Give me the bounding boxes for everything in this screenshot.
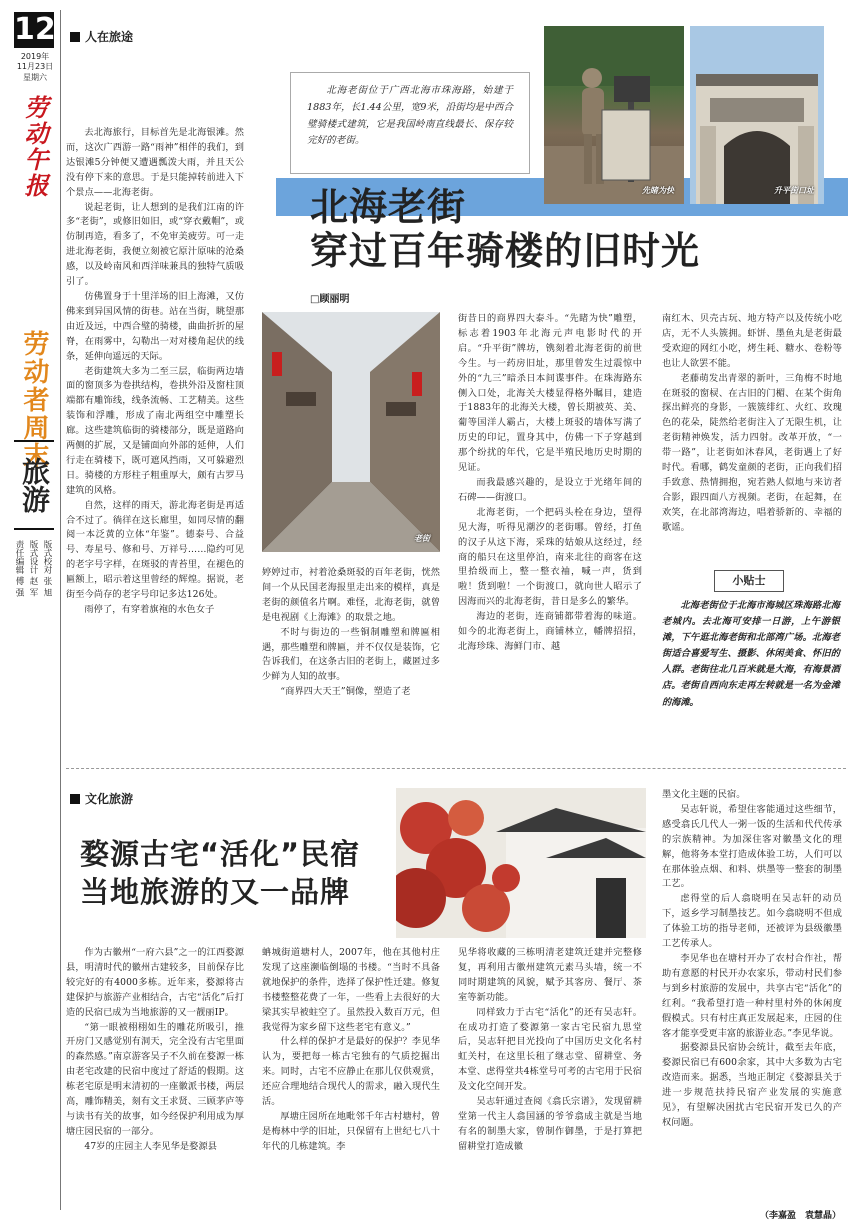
paragraph: 蚺城街道塘村人，2007年，他在其他村庄发现了这座濒临倒塌的书楼。“当时不具备就地保护的条件，选择了保护性迁建。修复书楼整整花费了一年，一些看上去很好的大梁其实早被蛀空了。虽然投入数百万元，但我觉得为家乡留下这些老宅有意义。” [262,947,440,1033]
arch-photo [690,26,824,204]
paragraph: 见华将收藏的三栋明清老建筑迁建并完整修复，再利用古徽州建筑元素马头墙，统一不同时期建筑的风貌，赋予其客房、餐厅、茶室等新功能。 [458,947,642,1003]
byline: □顾丽明 [310,294,350,305]
article-column-1 [66,946,244,1206]
byline: （李嘉盈 袁慧晶） [760,1211,842,1221]
statue-photo [544,26,684,204]
issue-day: 11月23日 [16,62,54,72]
square-bullet-icon [70,32,80,42]
paragraph: 厚塘庄园所在地毗邻千年古村塘村，曾是梅林中学的旧址，只保留有上世纪七八十年代的几栋建筑。李 [262,1110,440,1152]
statue-illustration [544,26,684,204]
street-illustration [262,312,440,552]
photo-caption: 老街 [414,533,430,543]
summary-box: 北海老街位于广西北海市珠海路，始建于1883年，长1.44公里，宽9米，沿街均是中西合璧骑楼式建筑，它是我国岭南直线最长、保存较完好的老街。 [290,72,530,174]
section-label-culture [70,790,133,807]
article-column-4 [662,312,842,566]
credit-proofreader: 版式校对 张 旭 [42,540,52,597]
paragraph: “第一眼被栩栩如生的雕花所吸引，推开房门又感觉别有洞天，完全没有古宅里面的森然感。”南京游客吴子不久前在婺源一栋由老宅改建的民宿中度过了舒适的假期。这栋老宅原是明末清初的一座徽派书楼，两层高，雕饰精美，刻有文王求贤、三顾茅庐等与读书有关的故事，如今经保护利用成为厚塘庄园民宿的一部分。 [66,1021,244,1137]
headline-line: 婺源古宅“活化”民宿 [80,837,361,871]
article-column-2 [262,946,440,1206]
secondary-headline [80,836,410,911]
paragraph: 同样致力于古宅“活化”的还有吴志轩。在成功打造了婺源第一家古宅民宿九思堂后，吴志轩把目光投向了中国历史文化名村虹关村，在这里长租了继志堂、留耕堂、务本堂、虑得堂共4栋堂号可考的古宅用于民宿及文化空间开发。 [458,1006,642,1093]
paragraph: 仿佛置身于十里洋场的旧上海滩，又仿佛来到异国风情的街巷。站在当街，眺望那由近及远，中西合璧的骑楼，曲曲折折的屋脊，在雨雾中，勾勒出一对对楼角起伏的线条，延伸向遥远的天际。 [66,290,244,362]
paragraph: 去北海旅行，目标首先是北海银滩。然而，这次广西游一路“雨神”相伴的我们，到达银滩5分钟便又遭遇瓢泼大雨，并且天公没有停下来的意思。于是只能掉转前进入下个景点——北海老街。 [66,127,244,198]
headline-line: 当地旅游的又一品牌 [80,874,351,909]
paragraph: 虑得堂的后人翕晓明在吴志轩的动员下，返乡学习制墨技艺。如今翕晓明不但成了体验工坊的指导老师，还被评为县级徽墨工艺传承人。 [662,893,842,950]
issue-weekday: 星期六 [23,72,47,82]
paragraph: 海边的老街，连商铺都带着海的味道。如今的北海老街上，商铺林立，幡牌招招，北海珍珠、海鲜门市、越 [458,611,642,652]
paragraph: 吴志轩通过查阅《翕氏宗谱》，发现留耕堂第一代主人翕国涵的爷爷翕成主就是当地有名的制墨大家，曾制作御墨，于是打算把留耕堂打造成徽 [458,1096,642,1152]
left-rule [60,10,61,1210]
ancient-house-photo [396,788,646,938]
house-illustration [396,788,646,938]
paragraph: 吴志轩说，希望住客能通过这些细节，感受翕氏几代人一粥一饭的生活和代代传承的宗族精神。为加深住客对徽墨文化的理解，他将务本堂打造成体验工坊，人们可以在那体验点烟、和料、烘墨等一整套的制墨工艺。 [662,803,842,890]
paragraph: 雨停了，有穿着旗袍的水色女子 [84,604,215,615]
paragraph: 婷婷过市，衬着沧桑斑驳的百年老街，恍然间一个从民国老海报里走出来的模样，真是老街的颜值名片啊。难怪，北海老街，就曾是电视剧《上海滩》的取景之地。 [262,567,440,623]
tips-body: 北海老街位于北海市海城区珠海路北海老城内。去北海可安排一日游，上午游银滩，下午逛北海老街和北部湾广场。北海老街适合喜爱写生、摄影、休闲美食、怀旧的人群。老街往北几百米就是大海，有海景酒店。老街自西向东走再左转就是一名为金滩的海滩。 [662,600,840,708]
photo-caption: 先睹为快 [642,185,674,195]
paragraph: 什么样的保护才是最好的保护？李见华认为，要把每一栋古宅独有的气质挖掘出来。同时，古宅不应静止在那儿仅供观赏，还应合理地结合现代人的需求，融入现代生活。 [262,1036,440,1108]
issue-date [12,52,58,83]
article-column-4 [662,788,842,1206]
paragraph: 李见华也在塘村开办了农村合作社，帮助有意愿的村民开办农家乐，带动村民们参与到乡村旅游的发展中，共享古宅“活化”的红利。“我希望打造一种村里村外的休闲度假模式。只有村庄真正发展起来，庄园的住客才能享受更丰富的旅游业态。”李见华说。 [662,952,842,1039]
paragraph: 墨文化主题的民宿。 [662,789,746,800]
paragraph: 而我最感兴趣的，是设立于光绪年间的石碑——街渡口。 [458,476,642,503]
page-number: 12 [14,12,56,47]
story-divider [66,768,846,769]
credit-designer: 版式设计 赵 军 [28,540,38,597]
main-headline [310,186,750,273]
article-column-3 [458,946,642,1206]
paragraph: 南红木、贝壳古玩、地方特产以及传统小吃店，无不人头簇拥。虾饼、墨鱼丸是老街最受欢迎的网红小吃，烤生耗、糖水、卷粉等也让人欲罢不能。 [662,313,842,369]
paragraph: 据婺源县民宿协会统计，截至去年底，婺源民宿已有600余家，其中大多数为古宅改造而来。据悉，当地正制定《婺源县关于进一步规范扶持民宿产业发展的实施意见》，有望解决困扰古宅民宿开发已久的产权问题。 [662,1042,842,1128]
weekly-title: 劳动者周末 [19,330,49,470]
paragraph: “商界四大天王”铜像，塑造了老 [280,686,411,698]
headline-line: 穿过百年骑楼的旧时光 [310,228,701,273]
article-column-3 [458,312,642,762]
paragraph: 说起老街，让人想到的是我们江南的许多“老街”，或修旧如旧，或“穿衣戴帽”，或仿制再造，看多了，不免审美疲劳。可一走进北海老街，我便立刻被它原汁原味的沧桑感，以及岭南风和西洋味兼具的独特气质吸引了。 [66,201,244,288]
paragraph: 47岁的庄园主人李见华是婺源县 [84,1140,218,1152]
headline-line: 北海老街 [310,185,467,229]
street-photo [262,312,440,552]
issue-year: 2019年 [20,52,50,61]
paragraph: 老街建筑大多为二至三层，临街两边墙面的窗顶多为卷拱结构，卷拱外沿及窗柱顶端都有雕饰线，线条流畅、工艺精美。这些装饰和浮雕，形成了南北两组空中雕塑长廊。这些建筑临街的骑楼部分，既是道路向两侧的扩展，又是铺面向外部的延伸，人们行走在骑楼下，既可遮风挡雨，又可躲避烈日。骑楼的方形柱子粗重厚大，颇有古罗马建筑的风格。 [66,365,244,496]
section-label-text: 文化旅游 [85,792,134,806]
tips-title: 小贴士 [714,570,784,592]
section-label-travel [70,28,133,45]
paragraph: 自然，这样的雨天，游北海老街是再适合不过了。徜徉在这长廊里，如同尽情的翻阅一本泛黄的立体“年鉴”。德泰号、合益号、寿星号、修和号、万祥号……隐约可见的老字号字样，在斑驳的青苔里，在褪色的匾额上，昭示着这里曾经的辉煌。据说，老街至今尚存的老字号印记多达126处。 [66,499,244,601]
article-column-2 [262,566,440,762]
credit-editor: 责任编辑 傅 强 [14,540,24,597]
paragraph: 老藤萌发出青翠的新叶，三角梅不时地在斑驳的窗棂、在古旧的门楣、在某个街角探出鲜亮的身影，一簇簇绯红、火红、玫瑰色的花朵，陡然给老街注入了无限生机，让老街精神焕发，活力四射。改革开放，“一带一路”，让老街如沐春风，老街遇上了好时代。看哪，鹤发童颜的老街，正向我们招手致意、热情拥抱，宛若熟人似地与来访者合影，跟四面八方视频。老街，在起舞，在欢笑，在北部湾海边，唱着骄新的、幸福的歌谣。 [662,372,842,533]
newspaper-masthead: 劳动午报 [20,95,49,199]
paragraph: 北海老街，一个把码头栓在身边，望得见大海，听得见潮汐的老街哪。曾经，打鱼的汉子从这下海，采珠的姑娘从这经过，经商的船只在这里停泊，南来北往的商客在这里拾级而上，整一整衣袖，喊一声，货到啦！货到啦！一个街渡口，就向世人昭示了因海而兴的北海老街，昔日是多么的繁华。 [458,506,642,608]
photo-caption: 升平街口址 [774,185,814,195]
paragraph: 作为古徽州“一府六县”之一的江西婺源县，明清时代的徽州古建较多，目前保存比较完好的有4000多栋。近年来，婺源将古建保护与旅游产业相结合，古宅“活化”后打造的民宿已成为当地旅游的又一靓丽IP。 [66,947,244,1018]
square-bullet-icon [70,794,80,804]
paragraph: 不时与街边的一些铜制雕塑和牌匾相遇，那些雕塑和牌匾，并不仅仅是装饰，它告诉我们，在这条古旧的老街上，藏匿过多少鲜为人知的故事。 [262,626,440,683]
paragraph: 街昔日的商界四大泰斗。“先睹为快”雕塑，标志着1903年北海元声电影时代的开启。“升平街”牌坊，镌刻着北海老街的前世今生。与一药房旧址，那里曾发生过震惊中外的“九三”暗杀日本间谍事件。在珠海路东侧入口处，北海关大楼显得格外瞩目，建造于1883年的北海关大楼，曾长期被英、美、葡等国洋人霸占，大楼上斑驳的墙体写满了历史的印记，置身其中，仿佛一下子穿越到那个纷扰的年代，它是半殖民地历史时期的见证。 [458,313,642,474]
section-label-text: 人在旅途 [85,30,134,44]
arch-illustration [690,26,824,204]
article-column-1 [66,126,244,762]
section-title: 旅游 [14,440,54,530]
